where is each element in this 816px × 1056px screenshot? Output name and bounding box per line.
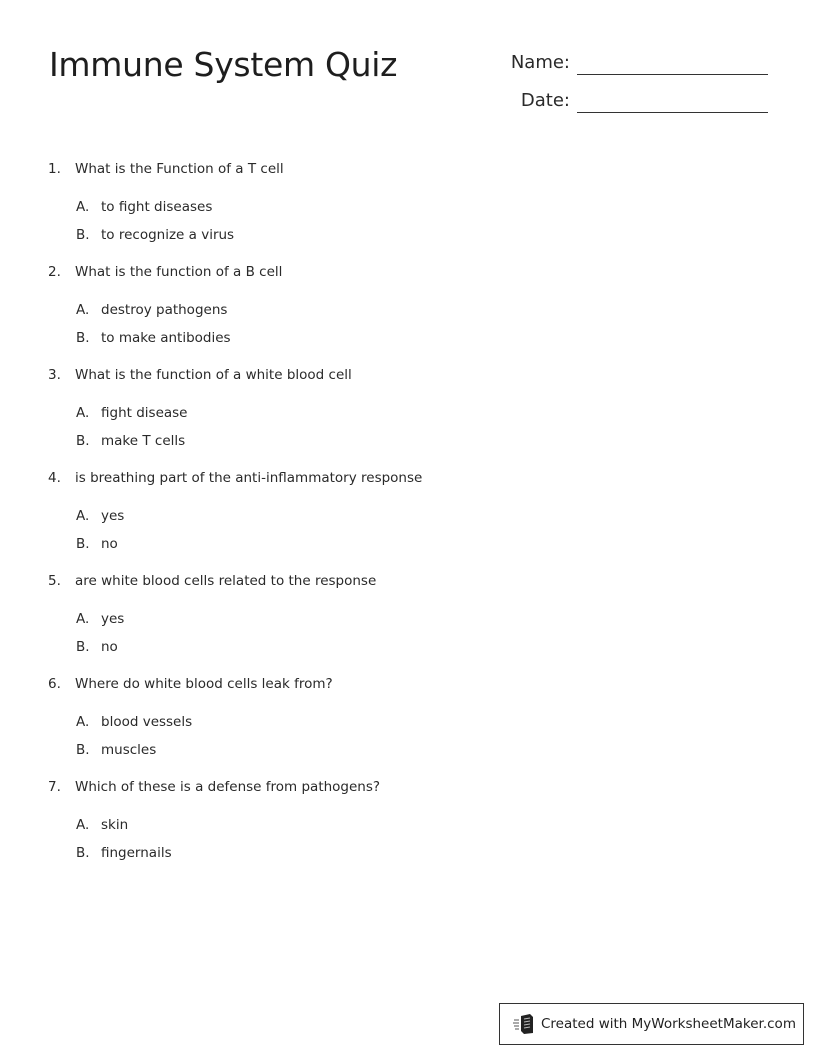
question-list: [48, 160, 748, 881]
question-5: [48, 572, 748, 656]
question-number: 5.: [48, 573, 61, 589]
date-label: Date:: [520, 90, 570, 111]
question-text: is breathing part of the anti-inflammatory response: [75, 470, 423, 486]
question-1: [48, 160, 748, 244]
option-text: fight disease: [101, 405, 188, 421]
answer-option-a: [76, 713, 748, 731]
footer-text: Created with MyWorksheetMaker.com: [541, 1016, 796, 1032]
name-label: Name:: [510, 52, 570, 73]
answer-option-b: [76, 535, 748, 553]
answer-options: [48, 301, 748, 347]
option-text: to fight diseases: [101, 199, 213, 215]
answer-options: [48, 610, 748, 656]
question-text: are white blood cells related to the response: [75, 573, 377, 589]
option-letter: A.: [76, 405, 90, 421]
question-number: 2.: [48, 264, 61, 280]
option-letter: A.: [76, 199, 90, 215]
option-text: to make antibodies: [101, 330, 231, 346]
question-7: [48, 778, 748, 862]
worksheet-maker-logo-icon: [513, 1013, 535, 1035]
option-text: fingernails: [101, 845, 172, 861]
option-letter: B.: [76, 330, 90, 346]
option-letter: B.: [76, 845, 90, 861]
option-letter: B.: [76, 639, 90, 655]
answer-option-b: [76, 741, 748, 759]
option-text: yes: [101, 508, 125, 524]
answer-option-a: [76, 816, 748, 834]
answer-option-a: [76, 404, 748, 422]
name-blank-line: [577, 74, 768, 75]
question-4: [48, 469, 748, 553]
answer-options: [48, 507, 748, 553]
question-text: What is the Function of a T cell: [75, 161, 284, 177]
option-text: to recognize a virus: [101, 227, 235, 243]
answer-option-a: [76, 301, 748, 319]
answer-option-b: [76, 329, 748, 347]
option-text: yes: [101, 611, 125, 627]
option-letter: B.: [76, 742, 90, 758]
question-text: Which of these is a defense from pathogens?: [75, 779, 381, 795]
option-letter: B.: [76, 536, 90, 552]
answer-option-b: [76, 638, 748, 656]
question-number: 7.: [48, 779, 61, 795]
answer-option-b: [76, 432, 748, 450]
option-text: destroy pathogens: [101, 302, 228, 318]
date-blank-line: [577, 112, 768, 113]
option-text: blood vessels: [101, 714, 193, 730]
question-2: [48, 263, 748, 347]
option-letter: A.: [76, 302, 90, 318]
option-letter: A.: [76, 611, 90, 627]
question-text: Where do white blood cells leak from?: [75, 676, 333, 692]
option-letter: A.: [76, 817, 90, 833]
option-letter: B.: [76, 433, 90, 449]
option-text: no: [101, 639, 118, 655]
answer-option-b: [76, 226, 748, 244]
question-number: 6.: [48, 676, 61, 692]
question-number: 3.: [48, 367, 61, 383]
answer-options: [48, 198, 748, 244]
date-field: [500, 90, 768, 112]
option-letter: B.: [76, 227, 90, 243]
option-letter: A.: [76, 508, 90, 524]
answer-options: [48, 816, 748, 862]
question-6: [48, 675, 748, 759]
answer-option-a: [76, 507, 748, 525]
question-number: 4.: [48, 470, 61, 486]
option-letter: A.: [76, 714, 90, 730]
answer-option-a: [76, 610, 748, 628]
option-text: no: [101, 536, 118, 552]
page-title: Immune System Quiz: [49, 45, 398, 84]
question-3: [48, 366, 748, 450]
answer-options: [48, 404, 748, 450]
created-with-badge[interactable]: [499, 1003, 804, 1045]
question-text: What is the function of a B cell: [75, 264, 283, 280]
answer-option-a: [76, 198, 748, 216]
option-text: skin: [101, 817, 129, 833]
option-text: make T cells: [101, 433, 186, 449]
question-number: 1.: [48, 161, 61, 177]
answer-options: [48, 713, 748, 759]
question-text: What is the function of a white blood cell: [75, 367, 352, 383]
answer-option-b: [76, 844, 748, 862]
name-field: [500, 52, 768, 74]
option-text: muscles: [101, 742, 157, 758]
